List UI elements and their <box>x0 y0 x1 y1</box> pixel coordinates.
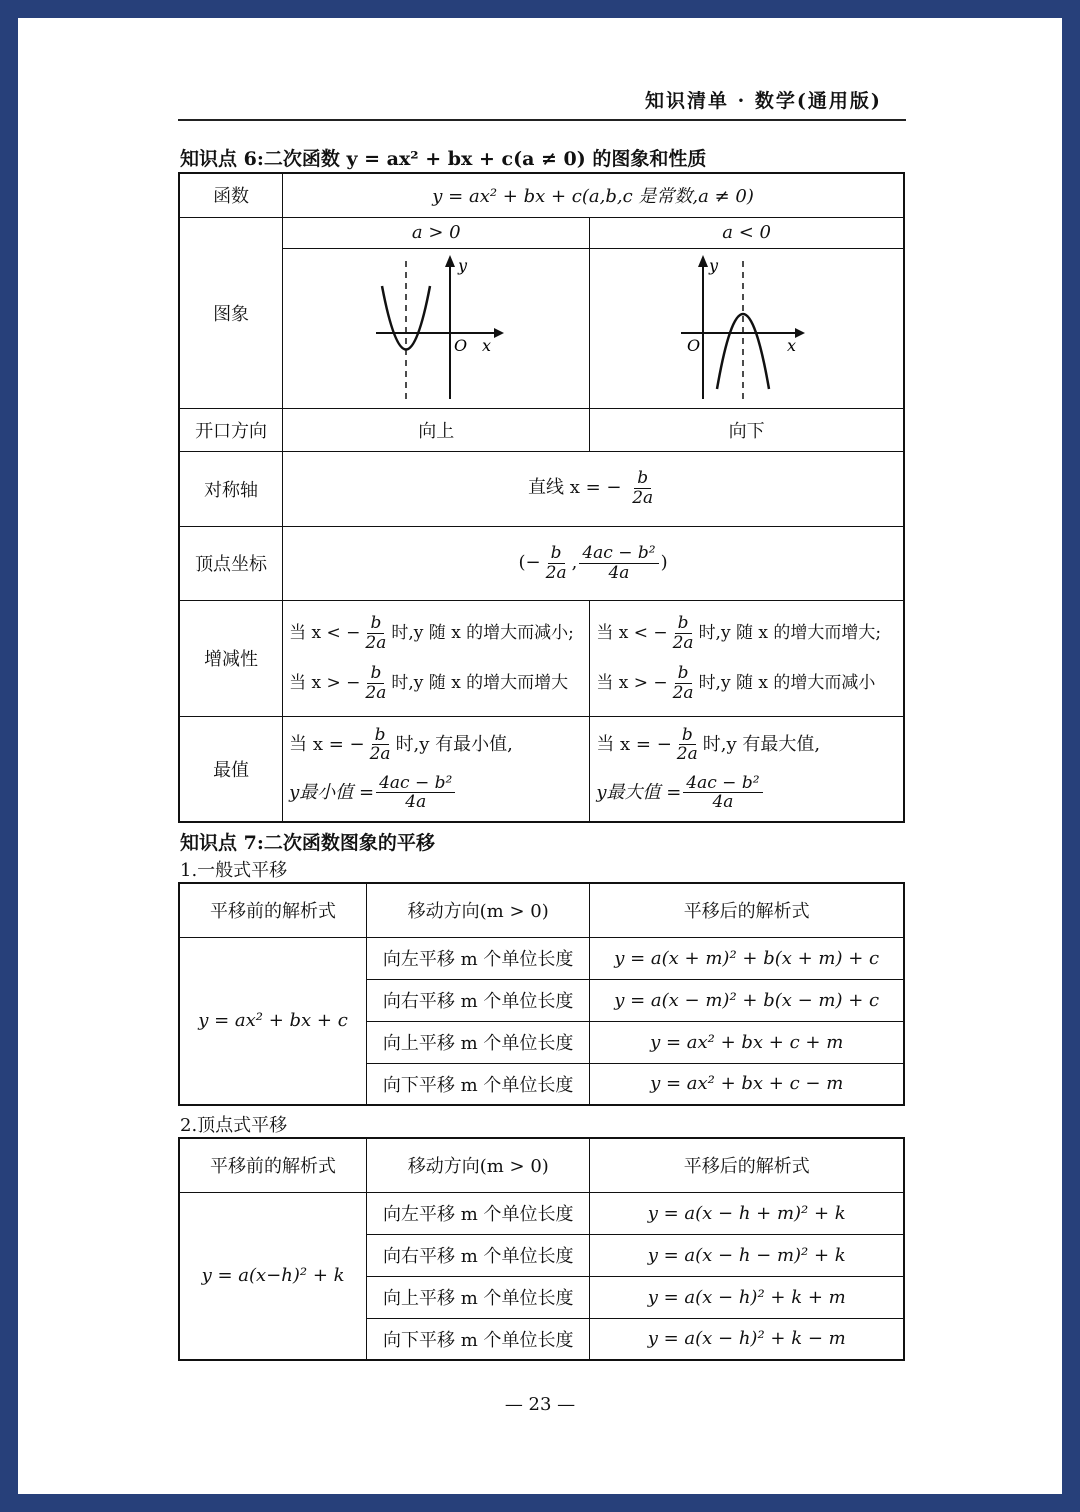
y-arrow <box>698 255 708 267</box>
shift-result: y = a(x + m)² + b(x + m) + c <box>590 937 904 979</box>
monotonic-down: 当 x < − $\frac{b}{2a}$ 时,y 随 x 的增大而增大; 当 x > − $\frac{b}{2a}$ 时,y 随 x 的增大而减小 <box>590 600 904 716</box>
vertex-value: (− $\frac{b}{2a}$ , $\frac{\text{4ac − b²}}{4a}$ ) <box>283 526 904 600</box>
shift-direction: 向左平移 m 个单位长度 <box>367 1192 590 1234</box>
func-label: 函数 <box>179 173 283 217</box>
shift-direction: 向右平移 m 个单位长度 <box>367 1234 590 1276</box>
y-label: y <box>458 255 468 275</box>
extremum-min: 当 x = − $\frac{b}{2a}$ 时,y 有最小值, y最小值 = $\frac{\text{4ac − b²}}{4a}$ <box>283 716 590 822</box>
x-label: x <box>786 335 796 355</box>
parabola-down-graph <box>677 251 817 401</box>
shift-direction: 向右平移 m 个单位长度 <box>367 979 590 1021</box>
graph-up-cell <box>283 248 590 408</box>
shift-direction: 向下平移 m 个单位长度 <box>367 1063 590 1105</box>
header-rule <box>178 119 906 121</box>
kp6-title: 知识点 6:二次函数 y = ax² + bx + c(a ≠ 0) 的图象和性质 <box>180 148 707 170</box>
extremum-max: 当 x = − $\frac{b}{2a}$ 时,y 有最大值, y最大值 = $\frac{\text{4ac − b²}}{4a}$ <box>590 716 904 822</box>
axis-prefix: 直线 x = − <box>527 477 622 499</box>
running-header: 知识清单 · 数学(通用版) <box>645 90 882 112</box>
kp7-title: 知识点 7:二次函数图象的平移 <box>180 832 435 854</box>
monotonic-label: 增减性 <box>179 600 283 716</box>
shift-result: y = ax² + bx + c + m <box>590 1021 904 1063</box>
origin-label: O <box>454 335 468 355</box>
y-label: y <box>708 255 718 275</box>
axis-value <box>283 451 904 526</box>
fraction-4ac-4a: $\frac{\text{4ac − b²}}{4a}$ <box>579 544 658 582</box>
graph-down-cell <box>590 248 904 408</box>
header-before: 平移前的解析式 <box>179 883 367 937</box>
extremum-label: 最值 <box>179 716 283 822</box>
fraction-b-2a: $\frac{b}{2a}$ <box>545 542 567 583</box>
header-after: 平移后的解析式 <box>590 1138 904 1192</box>
opening-down: 向下 <box>590 408 904 451</box>
func-value: y = ax² + bx + c(a,b,c 是常数,a ≠ 0) <box>283 173 904 217</box>
opening-label: 开口方向 <box>179 408 283 451</box>
parabola-up-graph <box>366 251 506 401</box>
kp7-subtitle-vertex: 2.顶点式平移 <box>180 1115 288 1136</box>
shift-result: y = a(x − h)² + k + m <box>590 1276 904 1318</box>
a-positive-header: a > 0 <box>283 217 590 248</box>
axis-label: 对称轴 <box>179 451 283 526</box>
general-shift-table <box>178 882 905 1106</box>
header-direction: 移动方向(m > 0) <box>367 1138 590 1192</box>
shift-result: y = ax² + bx + c − m <box>590 1063 904 1105</box>
general-before: y = ax² + bx + c <box>179 937 367 1105</box>
header-direction: 移动方向(m > 0) <box>367 883 590 937</box>
y-arrow <box>445 255 455 267</box>
header-after: 平移后的解析式 <box>590 883 904 937</box>
fraction-b-2a: $\frac{b}{2a}$ <box>632 468 654 508</box>
shift-direction: 向下平移 m 个单位长度 <box>367 1318 590 1360</box>
kp7-subtitle-general: 1.一般式平移 <box>180 860 288 881</box>
vertex-label: 顶点坐标 <box>179 526 283 600</box>
origin-label: O <box>686 335 700 355</box>
x-arrow <box>494 328 504 338</box>
vertex-shift-table <box>178 1137 905 1361</box>
vertex-before: y = a(x−h)² + k <box>179 1192 367 1360</box>
shift-direction: 向上平移 m 个单位长度 <box>367 1021 590 1063</box>
x-arrow <box>795 328 805 338</box>
shift-direction: 向左平移 m 个单位长度 <box>367 937 590 979</box>
monotonic-up: 当 x < − $\frac{b}{2a}$ 时,y 随 x 的增大而减小; 当 x > − $\frac{b}{2a}$ 时,y 随 x 的增大而增大 <box>283 600 590 716</box>
shift-result: y = a(x − h + m)² + k <box>590 1192 904 1234</box>
x-label: x <box>482 335 492 355</box>
graph-label: 图象 <box>179 217 283 408</box>
shift-result: y = a(x − h − m)² + k <box>590 1234 904 1276</box>
opening-up: 向上 <box>283 408 590 451</box>
page-number: — 23 — <box>504 1394 576 1415</box>
shift-result: y = a(x − m)² + b(x − m) + c <box>590 979 904 1021</box>
shift-direction: 向上平移 m 个单位长度 <box>367 1276 590 1318</box>
header-before: 平移前的解析式 <box>179 1138 367 1192</box>
a-negative-header: a < 0 <box>590 217 904 248</box>
shift-result: y = a(x − h)² + k − m <box>590 1318 904 1360</box>
kp6-table <box>178 172 905 823</box>
